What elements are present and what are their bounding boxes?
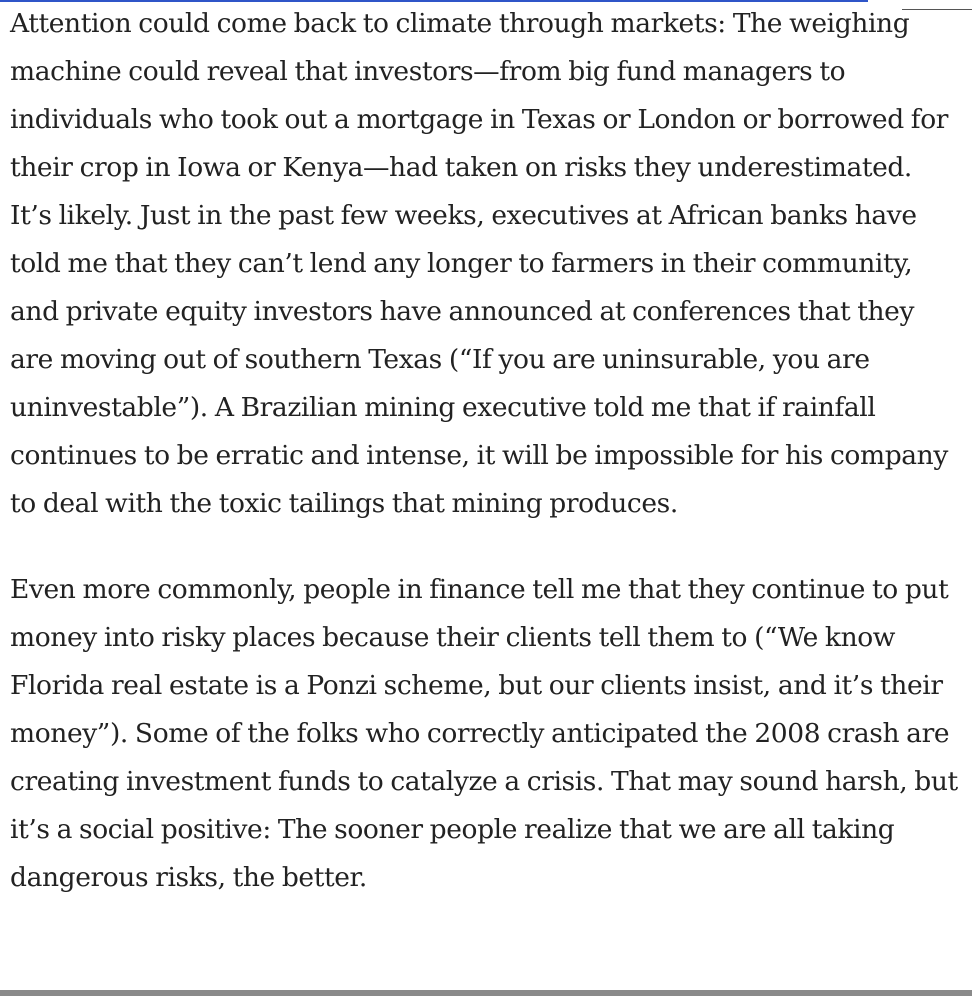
article-paragraph: Even more commonly, people in finance tell me that they continue to put money into risky places because their clients tell them to (“We know Florida real estate is a Ponzi scheme, but our clients insist, and it’s their money”). Some of the folks who correctly anticipated the 2008 crash are creating investment funds to catalyze a crisis. That may sound harsh, but it’s a social positive: The sooner people realize that we are all taking dangerous risks, the better.: [10, 574, 958, 893]
article-body: [10, 0, 960, 902]
horizontal-scrollbar[interactable]: [0, 990, 972, 996]
article-paragraph: Attention could come back to climate through markets: The weighing machine could reveal that investors—from big fund managers to individuals who took out a mortgage in Texas or London or borrowed for their crop in Iowa or Kenya—had taken on risks they underestimated. It’s likely. Just in the past few weeks, executives at African banks have told me that they can’t lend any longer to farmers in their community, and private equity investors have announced at conferences that they are moving out of southern Texas (“If you are uninsurable, you are uninvestable”). A Brazilian mining executive told me that if rainfall continues to be erratic and intense, it will be impossible for his company to deal with the toxic tailings that mining produces.: [10, 8, 949, 519]
